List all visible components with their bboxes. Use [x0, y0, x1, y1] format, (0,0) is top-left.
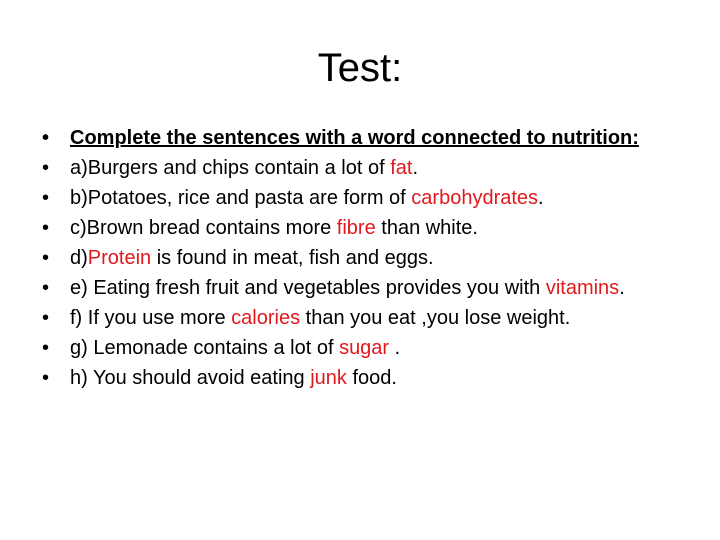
- sentence-text: is found in meat, fish and eggs.: [151, 247, 434, 269]
- sentence-text: f) If you use more: [70, 307, 232, 329]
- sentence-item-g: [42, 336, 672, 360]
- slide-title: Test:: [317, 46, 403, 90]
- answer-word: fat: [390, 157, 413, 179]
- instruction-text: Complete the sentences with a word connected to nutrition:: [70, 127, 639, 149]
- answer-word: carbohydrates: [411, 187, 539, 209]
- bullet-icon: •: [42, 367, 50, 389]
- sentence-item-d: [42, 246, 672, 270]
- bullet-icon: •: [42, 247, 50, 269]
- sentence-item-h: [42, 366, 672, 390]
- sentence-text: than white.: [375, 217, 478, 239]
- bullet-icon: •: [42, 187, 50, 209]
- bullet-icon: •: [42, 277, 50, 299]
- answer-word: sugar: [339, 337, 390, 359]
- sentence-text: g) Lemonade contains a lot of: [70, 337, 340, 359]
- sentence-text: e) Eating fresh fruit and vegetables provides you with: [70, 277, 546, 299]
- sentence-text: than you eat ,you lose weight.: [300, 307, 571, 329]
- bullet-icon: •: [42, 157, 50, 179]
- sentence-text: b)Potatoes, rice and pasta are form of: [70, 187, 412, 209]
- bullet-icon: •: [42, 337, 50, 359]
- sentence-text: .: [389, 337, 401, 359]
- answer-word: junk: [310, 367, 347, 389]
- answer-word: vitamins: [545, 277, 620, 299]
- answer-word: calories: [231, 307, 301, 329]
- sentence-item-b: [42, 186, 672, 210]
- sentence-item-c: [42, 216, 672, 240]
- sentence-text: food.: [346, 367, 397, 389]
- sentence-text: c)Brown bread contains more: [70, 217, 337, 239]
- sentence-text: h) You should avoid eating: [70, 367, 311, 389]
- sentence-item-e: [42, 276, 672, 300]
- answer-word: fibre: [336, 217, 376, 239]
- bullet-list: [42, 126, 672, 396]
- sentence-text: d): [70, 247, 88, 269]
- sentence-text: .: [619, 277, 625, 299]
- sentence-text: a)Burgers and chips contain a lot of: [70, 157, 391, 179]
- sentence-text: .: [412, 157, 418, 179]
- sentence-item-f: [42, 306, 672, 330]
- bullet-icon: •: [42, 307, 50, 329]
- sentence-item-a: [42, 156, 672, 180]
- instruction-item: [42, 126, 672, 150]
- bullet-icon: •: [42, 127, 50, 149]
- answer-word: Protein: [87, 247, 152, 269]
- sentence-text: .: [538, 187, 544, 209]
- bullet-icon: •: [42, 217, 50, 239]
